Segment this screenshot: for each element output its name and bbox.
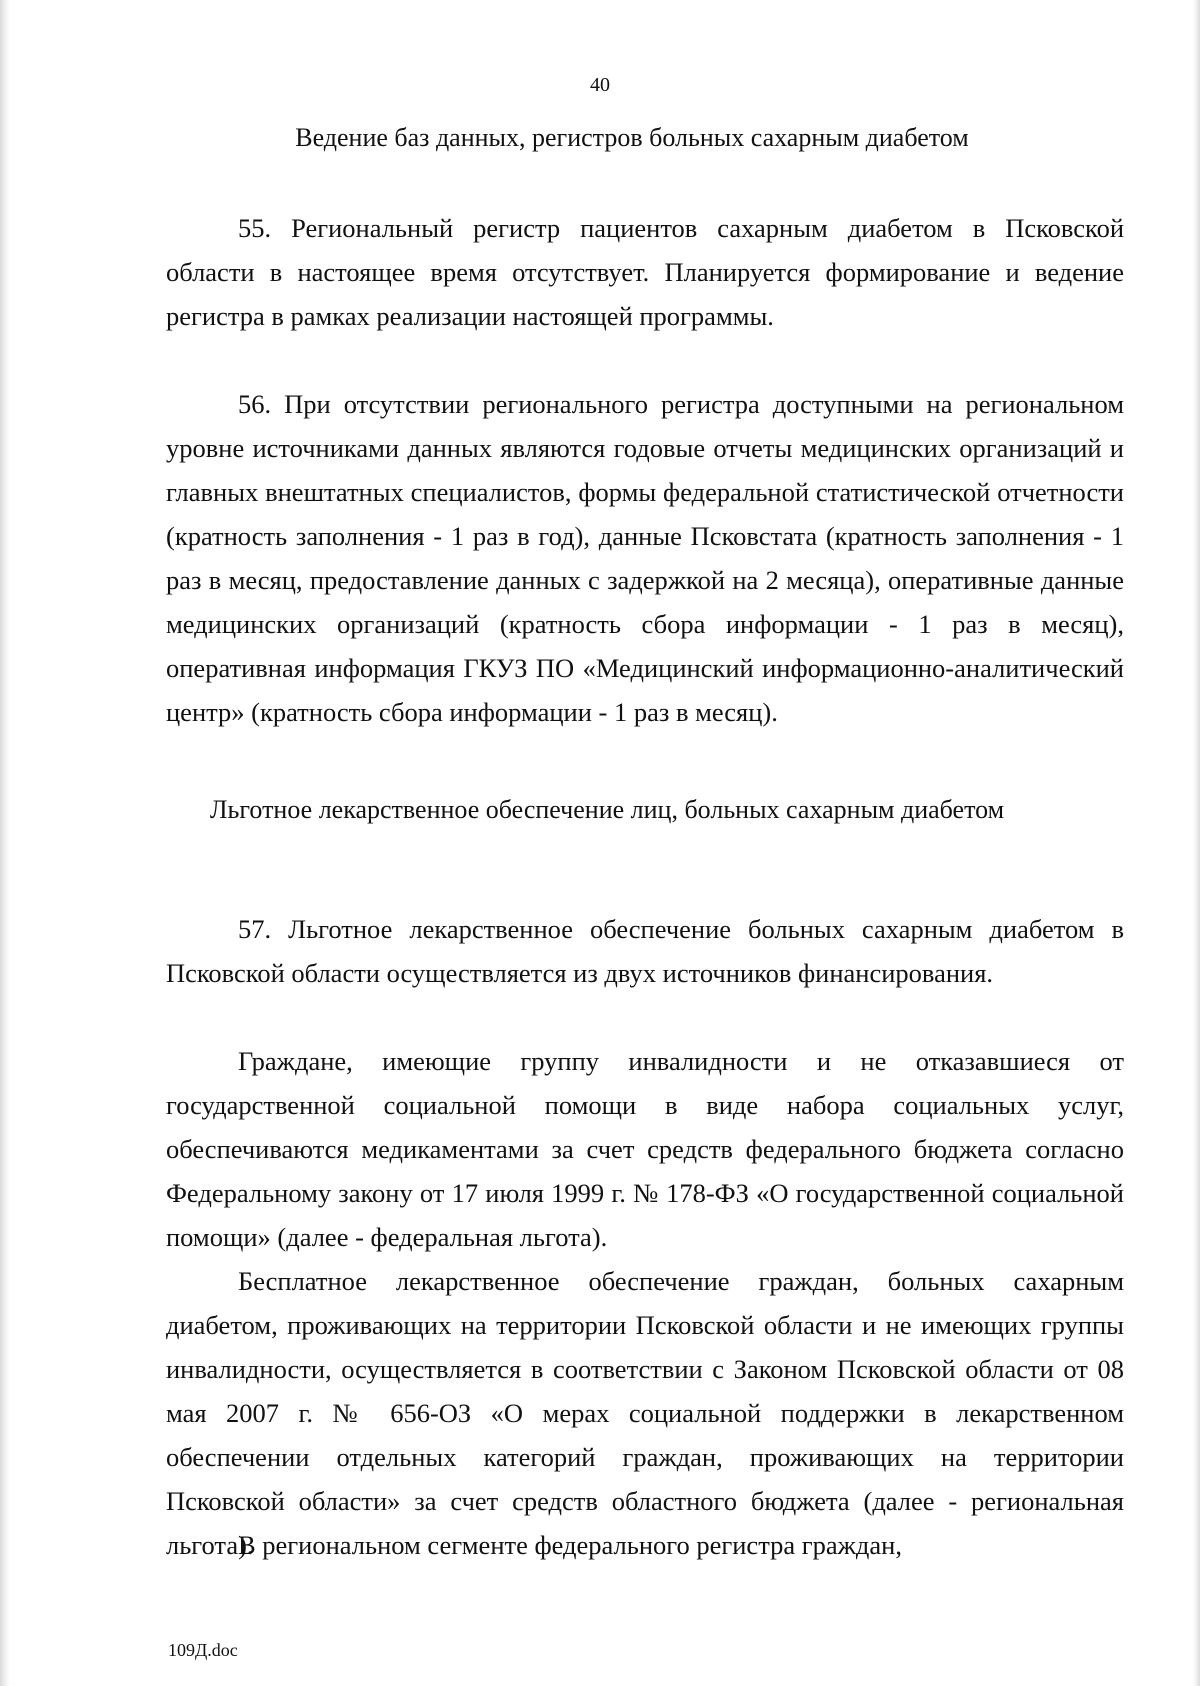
section-heading-registers: Ведение баз данных, регистров больных сахарным диабетом [295,123,969,152]
page-number: 40 [590,74,610,96]
scan-right-edge [1192,0,1200,1686]
paragraph-56: 56. При отсутствии регионального регистра доступными на региональном уровне источниками данных являются годовые отчеты медицинских организаций и главных внештатных специалистов, формы федеральной статистической отчетности (кратность заполнения - 1 раз в год), данные Псковстата (кратность заполнения - 1 раз в месяц, предоставление данных с задержкой на 2 месяца), оперативные данные медицинских организаций (кратность сбора информации - 1 раз в месяц), оперативная информация ГКУЗ ПО «Медицинский информационно-аналитический центр» (кратность сбора информации - 1 раз в месяц). [166,389,1124,727]
paragraph-55: 55. Региональный регистр пациентов сахарным диабетом в Псковской области в настоящее время отсутствует. Планируется формирование и ведение регистра в рамках реализации настоящей программы. [166,213,1124,331]
section-heading-drug-provision: Льготное лекарственное обеспечение лиц, больных сахарным диабетом [209,795,1005,824]
paragraph-regional-benefit: Бесплатное лекарственное обеспечение граждан, больных сахарным диабетом, проживающих на территории Псковской области и не имеющих группы инвалидности, осуществляется в соответствии с Законом Псковской области от 08 мая 2007 г. № 656-ОЗ «О мерах социальной поддержки в лекарственном обеспечении отдельных категорий граждан, проживающих на территории Псковской области» за счет средств областного бюджета (далее - региональная льгота). [166,1266,1124,1560]
footer-filename: 109Д.doc [168,1640,238,1660]
paragraph-57: 57. Льготное лекарственное обеспечение больных сахарным диабетом в Псковской области осуществляется из двух источников финансирования. [166,914,1124,988]
paragraph-federal-benefit: Граждане, имеющие группу инвалидности и не отказавшиеся от государственной социальной помощи в виде набора социальных услуг, обеспечиваются медикаментами за счет средств федерального бюджета согласно Федеральному закону от 17 июля 1999 г. № 178-ФЗ «О государственной социальной помощи» (далее - федеральная льгота). [166,1046,1124,1252]
paragraph-register-segment: В региональном сегменте федерального регистра граждан, [238,1530,902,1560]
scan-left-edge [0,0,10,1686]
